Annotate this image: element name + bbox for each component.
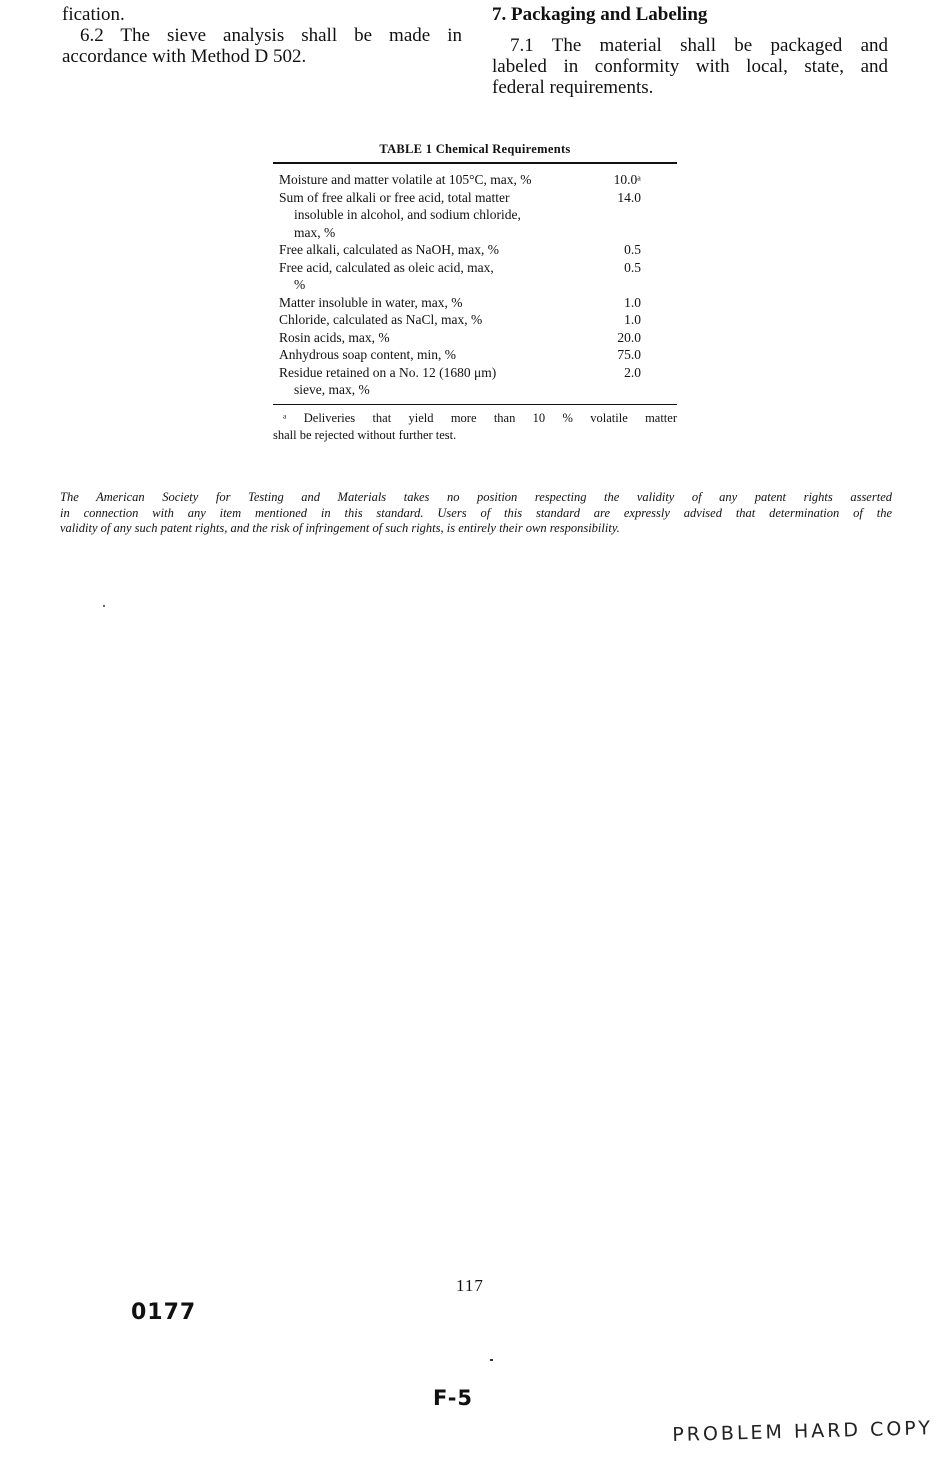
row-value: 0.5 [624,242,641,257]
table-body [273,164,677,404]
row-value: 0.5 [624,259,641,275]
astm-patent-notice [60,490,892,537]
table-row [279,189,677,242]
paragraph-7-1-line-1: 7.1 The material shall be packaged and [510,35,888,56]
row-label-line: Residue retained on a No. 12 (1680 μm) [279,364,497,380]
row-label: Moisture and matter volatile at 105°C, max, % [279,172,532,187]
row-label: Anhydrous soap content, min, % [279,347,456,362]
table-row [279,241,677,259]
problem-hard-copy-stamp: PROBLEM HARD COPY [672,1417,934,1446]
notice-line: validity of any such patent rights, and the risk of infringement of such rights, is entirely their own responsibility. [60,521,620,535]
paragraph-7-1-line-3: federal requirements. [492,77,654,98]
sheet-label: F-5 [433,1386,474,1410]
row-value: 1.0 [624,312,641,327]
row-label: Chloride, calculated as NaCl, max, % [279,312,483,327]
row-value: 1.0 [624,294,641,310]
row-label: Rosin acids, max, % [279,329,390,345]
row-label [279,364,607,399]
row-label-continuation: % [294,277,306,292]
row-label-continuation: max, % [294,224,336,240]
row-label-line: Free acid, calculated as oleic acid, max, [279,259,494,275]
page-number: 117 [456,1276,484,1295]
table-title: TABLE 1 Chemical Requirements [379,142,571,156]
footnote-line: ᵃ Deliveries that yield more than 10 % volatile matter [283,410,677,425]
scan-speck [103,605,105,607]
row-value: 2.0 [624,364,641,380]
document-code: 0177 [131,1300,197,1325]
row-label-continuation: sieve, max, % [294,382,370,397]
table-row [279,364,677,399]
notice-line: in connection with any item mentioned in this standard. Users of this standard are expressly advised that determination of the [60,505,892,520]
row-value: 75.0 [617,347,641,362]
paragraph-6-2-line-2: accordance with Method D 502. [62,46,307,67]
table-row [279,294,677,312]
section-7-heading: 7. Packaging and Labeling [492,4,708,25]
row-value: 14.0 [617,189,641,205]
row-label [279,189,607,242]
row-label [279,259,607,294]
table-row [279,311,677,329]
right-column [492,4,888,98]
row-label-continuation: insoluble in alcohol, and sodium chloride, [294,207,521,222]
table-footnote [273,410,677,444]
table-row [279,259,677,294]
paragraph-7-1-line-2: labeled in conformity with local, state, and [492,56,888,77]
row-label: Free alkali, calculated as NaOH, max, % [279,242,500,257]
row-label: Matter insoluble in water, max, % [279,294,463,310]
chemical-requirements-table [273,142,677,444]
table-bottom-rule [273,404,677,405]
table-row [279,171,677,189]
notice-line: The American Society for Testing and Materials takes no position respecting the validity of any patent rights asserted [60,490,892,504]
left-column [62,4,462,67]
row-label-line: Sum of free alkali or free acid, total matter [279,189,510,205]
paragraph-6-2-line-1: 6.2 The sieve analysis shall be made in [80,25,462,46]
table-row [279,346,677,364]
row-value: 10.0ᵃ [613,172,641,187]
table-row [279,329,677,347]
footnote-line: shall be rejected without further test. [273,427,457,442]
scan-mark [490,1359,493,1361]
row-value: 20.0 [617,329,641,345]
paragraph-fragment: fication. [62,4,125,25]
